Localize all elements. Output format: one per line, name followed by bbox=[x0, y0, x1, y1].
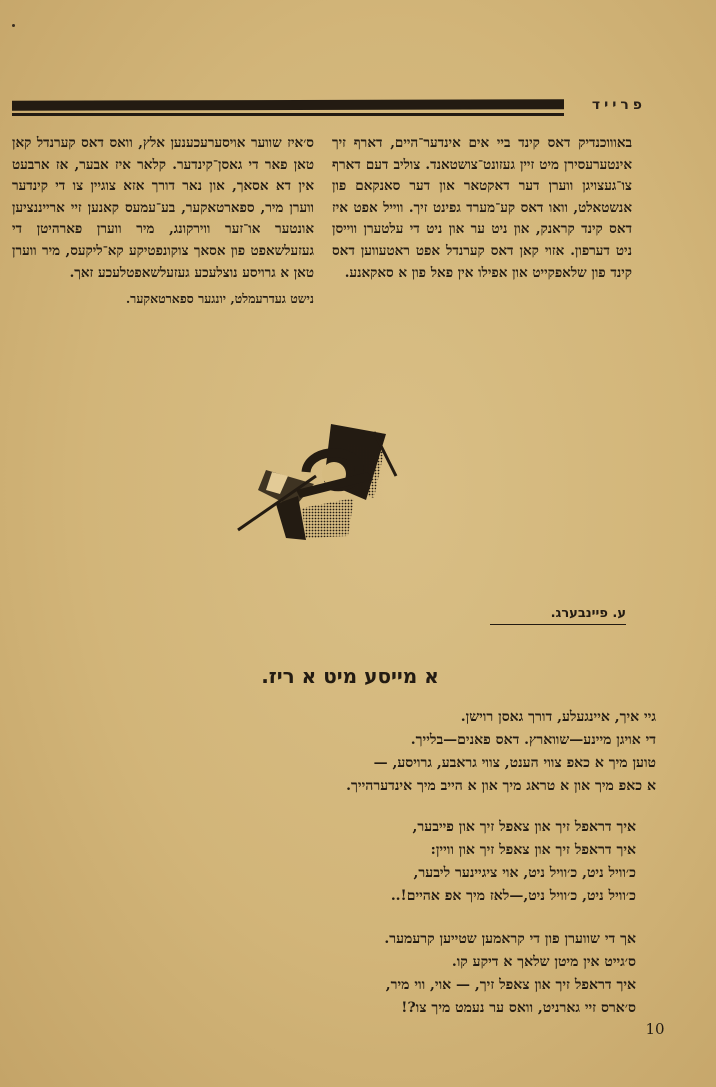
page-number: 10 bbox=[645, 1020, 665, 1038]
running-header: פרייד bbox=[591, 97, 646, 113]
poem-line: איך דראפל זיך און צאפל זיך און פייבער, bbox=[412, 819, 636, 835]
paragraph: ס׳איז שווער אויסערעכענען אלץ, וואס דאס קערנדל קאן טאן פאר די גאסן־קינדער. קלאר איז אבער, אז ארבעט אין דא אסאך, און נאר דורך אזא צוגיין צו די קינדער ווערן מיר, ספארטאקער, בע־עמעס קאנען זיי ארייננציען אונטער או־זער ווירקונג, מיר ווערן פארהיטן די געזעלשאפט פון אסאך צוקונפטיקע קא־ליקעס, מיר ווערן טאן א גרויסע נוצלעכע געזעלשאפטלעכע זאך. bbox=[12, 135, 314, 281]
header-rule-thick bbox=[12, 99, 564, 110]
poem-author: ע. פיינבערג. bbox=[490, 606, 626, 625]
closing-line: נישט געדרעמלט, יונגער ספארטאקער. bbox=[125, 291, 314, 307]
poem-line: איך דראפל זיך און צאפל זיך, — אוי, ווי מיר, bbox=[385, 977, 636, 993]
poem-stanza-3 bbox=[96, 928, 636, 1020]
article-column-right bbox=[332, 133, 632, 287]
paragraph: באוווכנדיק דאס קינד ביי אים אינדער־היים, דארף זיך אינטערעסירן מיט זיין געזונט־צושטאנד. צוליב דעם דארף צו־געצויגן ווערן דער דאקטאר און דער סאנקאם פון אנשטאלט, וואו דאס קע־מערד גפינט זיך. ווייל אפט איז דאס קינד קראנק, און ניט ער און ניט די עלטערן ווייסן ניט דערפון. אזוי קאן דאס קערנדל אפט ראטעווען דאס קינד פון שלאפקייט און אפילו אין פאל פון א סאקאנע. bbox=[332, 135, 632, 281]
poem-line: אך די שווערן פון די קראמען שטייען קרעמער. bbox=[384, 931, 636, 947]
poem-line: גיי איך, איינגעלע, דורך גאסן רוישן. bbox=[460, 709, 656, 725]
poem-line: ס׳ארס זיי גארניט, וואס ער נעמט מיך צו?! bbox=[401, 1000, 636, 1016]
header-rule-thin bbox=[12, 113, 564, 116]
poem-line: א כאפ מיך און א טראג מיך און א הייב מיך אינדערהייך. bbox=[346, 778, 656, 794]
poem-line: די אויגן מיינע—שווארץ. דאס פאנים—בלייך. bbox=[410, 732, 656, 748]
poem-stanza-1 bbox=[96, 706, 656, 798]
poem-line: ס׳גייט אין מיטן שלאך א דיקע קו. bbox=[451, 954, 636, 970]
ink-speck bbox=[12, 24, 15, 27]
poem-line: איך דראפל זיך און צאפל זיך און וויין: bbox=[430, 842, 636, 858]
poem-title: א מייסע מיט א ריז. bbox=[261, 664, 439, 688]
poem-line: טוען מיך א כאפ צווי הענט, צווי גראבע, גרויסע, — bbox=[373, 755, 656, 771]
poem-line: כ׳וויל ניט, כ׳וויל ניט,—לאז מיך אפ אהיים!.. bbox=[390, 888, 636, 904]
decorative-ornament-icon bbox=[236, 412, 406, 542]
article-column-left bbox=[12, 133, 314, 313]
poem-line: כ׳וויל ניט, כ׳וויל ניט, אוי ציגיינער ליבער, bbox=[413, 865, 636, 881]
poem-stanza-2 bbox=[96, 816, 636, 908]
